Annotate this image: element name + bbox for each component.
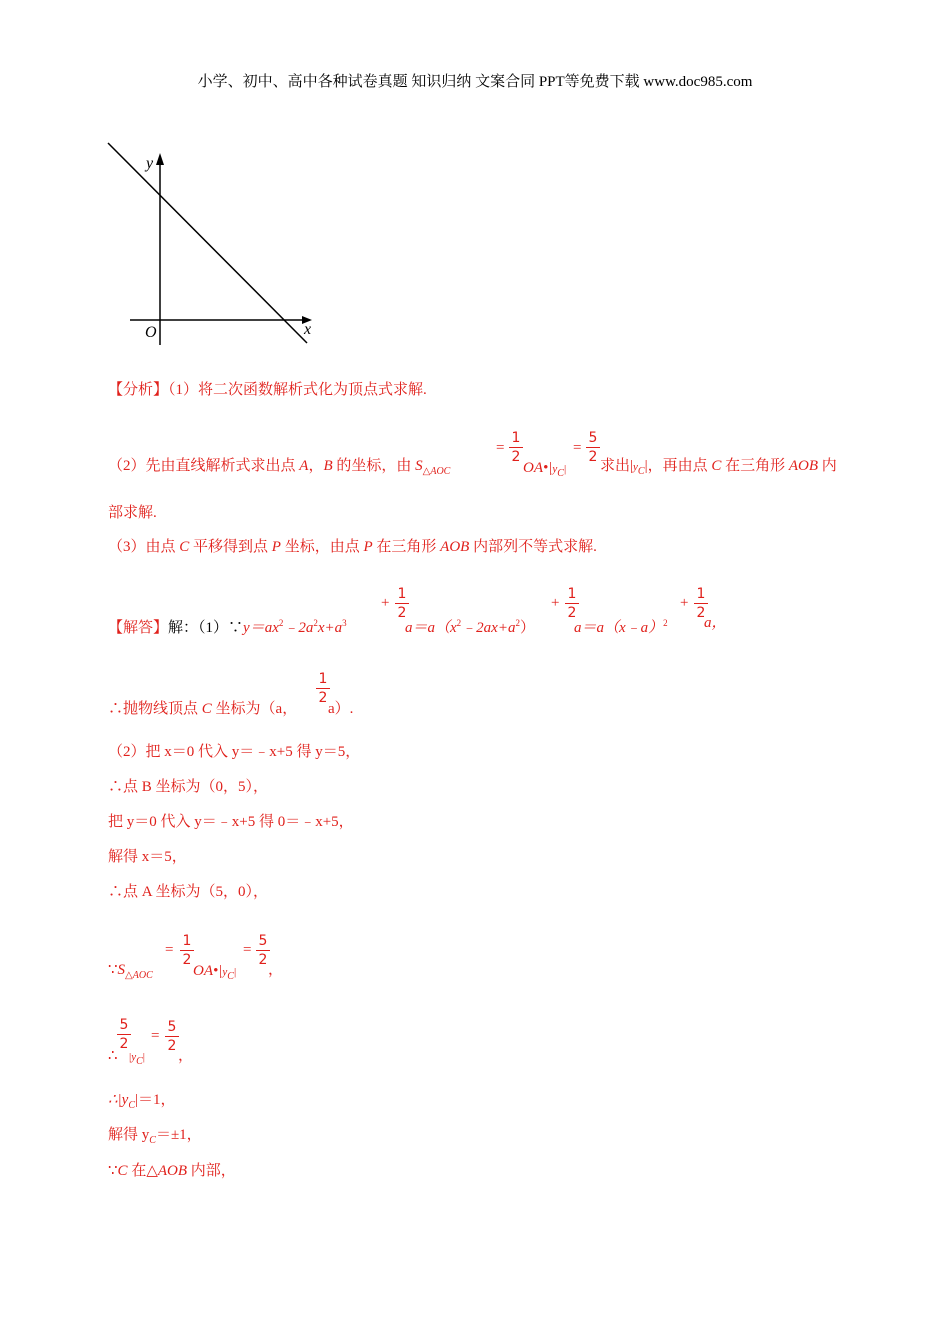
solution-line-9: ∴ (108, 1048, 118, 1064)
solution-line-1-right: a＝a（x﹣a）$^2$ (574, 618, 668, 636)
solution-line-9-end: ， (178, 1048, 194, 1064)
analysis-frac-half: 1 2 (509, 430, 523, 465)
sol-frac-half-1: 1 2 (395, 586, 409, 621)
sol-frac-five-8: 5 2 (256, 933, 270, 968)
solution-line-6: 解得 x＝5， (108, 849, 187, 865)
solution-line-4: ∴点 B 坐标为（0，5）， (108, 779, 269, 795)
solution-line-1-end: a， (704, 615, 727, 631)
y-axis-label: y (146, 155, 154, 172)
analysis-tag: 【分析】 (108, 382, 169, 398)
page-header: 小学、初中、高中各种试卷真题 知识归纳 文案合同 PPT等免费下载 www.doc985.com (197, 74, 753, 90)
solution-line-10: $\therefore|y_C|=1$， (108, 1092, 176, 1111)
analysis-eq-1: = (496, 440, 505, 456)
analysis-oa-yc: $OA•|y_C|$ (523, 460, 567, 479)
solution-line-8-oa: $OA•|y_C|$ (193, 963, 237, 982)
analysis-p2-cont: 部求解. (108, 505, 157, 521)
analysis-p1: 【分析】（1）将二次函数解析式化为顶点式求解. (108, 382, 427, 398)
sol-frac-five-9b: 5 2 (165, 1019, 179, 1054)
analysis-eq-2: = (573, 440, 582, 456)
sol-frac-half-3: 1 2 (694, 586, 708, 621)
x-axis-label: x (304, 321, 312, 338)
analysis-frac-five: 5 2 (586, 430, 600, 465)
solution-line-7: ∴点 A 坐标为（5，0）， (108, 884, 269, 900)
coordinate-figure (100, 135, 330, 350)
sol-eq-8a: = (165, 942, 174, 958)
solution-line-5: 把 y＝0 代入 y＝﹣x+5 得 0＝﹣x+5， (108, 814, 354, 830)
solution-line-11: 解得 $y_C=\pm 1$， (108, 1127, 202, 1146)
analysis-p3: （3）由点 C 平移得到点 P 坐标，由点 P 在三角形 AOB 内部列不等式求解. (108, 539, 597, 555)
sol-plus-1: + (381, 595, 390, 611)
solution-line-12: ∵C 在△AOB 内部， (108, 1163, 236, 1179)
sol-frac-half-4: 1 2 (316, 671, 330, 706)
solution-line-2-end: a）. (328, 701, 354, 717)
sol-frac-half-2: 1 2 (565, 586, 579, 621)
origin-label: O (145, 324, 157, 341)
solution-line-8: $\because S_{\triangle AOC}$ (108, 962, 153, 981)
solution-line-1: 【解答】解：$(1)\because y=ax^2﹣2a^2x+a^3$ (108, 618, 347, 636)
sol-eq-8b: = (243, 942, 252, 958)
solution-line-2: ∴抛物线顶点 C 坐标为（a， (108, 701, 298, 717)
sol-frac-half-8: 1 2 (180, 933, 194, 968)
sol-plus-3: + (680, 595, 689, 611)
sol-frac-five-9a: 5 2 (117, 1017, 131, 1052)
solution-line-9-yc: $|y_C|$ (129, 1051, 145, 1067)
line-graph (108, 143, 307, 343)
y-axis-arrow (156, 153, 164, 165)
solution-line-8-end: ， (268, 962, 284, 978)
sol-eq-9: = (151, 1028, 160, 1044)
analysis-p2-tail: 求出$|y_C|$，再由点 C 在三角形 AOB 内 (600, 458, 837, 477)
solution-line-1-mid: $a=a(x^2﹣2ax+a^2)$ (405, 618, 535, 636)
sol-plus-2: + (551, 595, 560, 611)
analysis-p2: （2）先由直线解析式求出点 A，B 的坐标，由 $S_{\triangle AOC}$ (108, 458, 451, 477)
solution-line-3: （2）把 x＝0 代入 y＝﹣x+5 得 y＝5， (108, 744, 361, 760)
